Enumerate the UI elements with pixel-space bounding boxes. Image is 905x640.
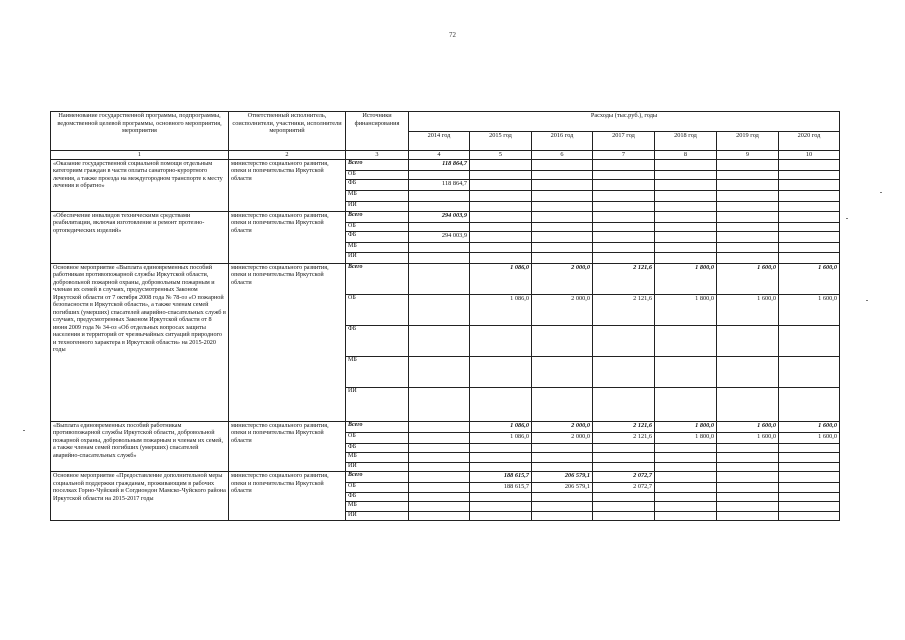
expense-value [470, 453, 532, 463]
expense-value [717, 492, 779, 502]
expense-value [470, 232, 532, 243]
expense-value [779, 243, 840, 253]
expense-value [470, 511, 532, 521]
funding-source: ИИ [346, 511, 409, 521]
expense-value [655, 191, 717, 202]
expense-value [593, 222, 655, 232]
expense-value [470, 191, 532, 202]
expense-value [409, 252, 470, 263]
measure-executor: министерство социального развития, опеки и попечительства Иркутской области [229, 263, 346, 421]
expense-value: 1 600,0 [717, 421, 779, 432]
expense-value [779, 462, 840, 472]
expense-value: 2 121,6 [593, 421, 655, 432]
expense-value [409, 263, 470, 294]
table-row [51, 211, 840, 222]
expense-value: 1 086,0 [470, 294, 532, 325]
expense-value: 1 086,0 [470, 421, 532, 432]
expense-value [593, 511, 655, 521]
expense-value [779, 492, 840, 502]
expense-value [470, 492, 532, 502]
header-year: 2018 год [655, 131, 717, 151]
header-year: 2015 год [470, 131, 532, 151]
expense-value [593, 252, 655, 263]
expense-value: 2 000,0 [532, 421, 593, 432]
header-year: 2016 год [532, 131, 593, 151]
expense-value: 1 800,0 [655, 421, 717, 432]
scan-speck [846, 218, 848, 219]
expense-value [532, 387, 593, 421]
expense-value [593, 356, 655, 387]
measure-executor: министерство социального развития, опеки и попечительства Иркутской области [229, 211, 346, 263]
table-row [51, 472, 840, 483]
expense-value: 1 086,0 [470, 263, 532, 294]
expense-value [779, 202, 840, 212]
expense-value [655, 232, 717, 243]
expense-value: 1 600,0 [779, 432, 840, 443]
expense-value [655, 387, 717, 421]
expense-value [532, 325, 593, 356]
expense-value [532, 180, 593, 191]
expense-value: 2 072,7 [593, 472, 655, 483]
header-name: Наименование государственной программы, подпрограммы, ведомственной целевой программы, основного мероприятия, мероприятия [51, 112, 229, 151]
expense-value: 1 600,0 [717, 294, 779, 325]
expense-value [470, 325, 532, 356]
expense-value: 2 000,0 [532, 263, 593, 294]
expense-value [779, 170, 840, 180]
expense-value: 2 000,0 [532, 432, 593, 443]
funding-source: Всего [346, 421, 409, 432]
column-number: 8 [655, 151, 717, 160]
header-source: Источники финансирования [346, 112, 409, 151]
expense-value: 1 600,0 [779, 294, 840, 325]
expense-value [593, 180, 655, 191]
expense-value [655, 211, 717, 222]
column-number: 7 [593, 151, 655, 160]
expense-value [532, 453, 593, 463]
expense-value [593, 159, 655, 170]
table-row [51, 263, 840, 294]
expense-value: 2 072,7 [593, 483, 655, 493]
expense-value [532, 356, 593, 387]
expense-value [470, 252, 532, 263]
expense-value [409, 202, 470, 212]
expense-value [655, 243, 717, 253]
expense-value [779, 472, 840, 483]
expense-value [593, 492, 655, 502]
expense-value [779, 232, 840, 243]
expense-value [593, 387, 655, 421]
expense-value [655, 325, 717, 356]
expense-value [717, 483, 779, 493]
funding-source: Всего [346, 263, 409, 294]
expense-value [532, 492, 593, 502]
funding-source: Всего [346, 159, 409, 170]
expense-value [593, 243, 655, 253]
expense-value: 2 121,6 [593, 263, 655, 294]
expense-value [593, 462, 655, 472]
funding-source: МБ [346, 191, 409, 202]
expense-value [409, 356, 470, 387]
expense-value [779, 191, 840, 202]
expense-value [655, 170, 717, 180]
expense-value [779, 159, 840, 170]
expense-value [717, 252, 779, 263]
expense-value [717, 443, 779, 453]
expense-value [532, 202, 593, 212]
funding-source: ОБ [346, 170, 409, 180]
funding-source: ИИ [346, 387, 409, 421]
expense-value [409, 511, 470, 521]
expense-value [409, 483, 470, 493]
measure-name: «Выплата единовременных пособий работникам противопожарной службы Иркутской области, добровольной пожарной охраны, добровольным пожарным и членам их семей, а также членам семей погибших (умерших) спасателей аварийно-спасательных служб» [51, 421, 229, 472]
expense-value [409, 432, 470, 443]
expense-value: 1 800,0 [655, 263, 717, 294]
expense-value [717, 159, 779, 170]
expense-value [532, 159, 593, 170]
funding-source: ФБ [346, 232, 409, 243]
header-executor: Ответственный исполнитель, соисполнители, участники, исполнители мероприятий [229, 112, 346, 151]
funding-source: ИИ [346, 252, 409, 263]
expense-value: 118 864,7 [409, 159, 470, 170]
expense-value [779, 356, 840, 387]
expense-value [779, 443, 840, 453]
expense-value [409, 421, 470, 432]
expense-value [655, 453, 717, 463]
expense-value [532, 511, 593, 521]
expense-value [655, 180, 717, 191]
expense-value [409, 222, 470, 232]
expense-value [779, 252, 840, 263]
column-number: 2 [229, 151, 346, 160]
expense-value [470, 159, 532, 170]
expense-value [470, 387, 532, 421]
expense-value [779, 511, 840, 521]
expense-value [655, 502, 717, 512]
expense-value [717, 202, 779, 212]
table-row [51, 421, 840, 432]
funding-source: МБ [346, 356, 409, 387]
scan-speck [880, 192, 882, 193]
expense-value [532, 462, 593, 472]
funding-source: ОБ [346, 483, 409, 493]
expense-value [655, 472, 717, 483]
funding-source: ФБ [346, 492, 409, 502]
expense-value [779, 502, 840, 512]
expense-value [779, 222, 840, 232]
expense-value [470, 443, 532, 453]
column-number: 6 [532, 151, 593, 160]
column-number: 9 [717, 151, 779, 160]
expense-value [593, 202, 655, 212]
expense-value [593, 325, 655, 356]
expense-value: 2 121,6 [593, 294, 655, 325]
expense-value [593, 232, 655, 243]
expense-value [532, 222, 593, 232]
expense-value [409, 325, 470, 356]
expense-value [593, 170, 655, 180]
expense-value [532, 443, 593, 453]
expense-value: 206 579,1 [532, 472, 593, 483]
header-year: 2017 год [593, 131, 655, 151]
expense-value [593, 211, 655, 222]
expense-value [717, 502, 779, 512]
expense-value [532, 170, 593, 180]
expense-value [532, 211, 593, 222]
funding-source: ОБ [346, 432, 409, 443]
expense-value [717, 387, 779, 421]
expense-value [779, 453, 840, 463]
expense-value [593, 443, 655, 453]
expense-value [717, 325, 779, 356]
expense-value [717, 472, 779, 483]
funding-source: ИИ [346, 462, 409, 472]
expense-value [593, 502, 655, 512]
expense-value: 1 600,0 [717, 263, 779, 294]
expense-value [470, 202, 532, 212]
expense-value [409, 294, 470, 325]
scan-speck [866, 300, 868, 301]
funding-source: ОБ [346, 222, 409, 232]
expense-value [470, 502, 532, 512]
page-number: 72 [449, 31, 456, 39]
expense-value [717, 211, 779, 222]
table-row [51, 159, 840, 170]
expense-value [655, 356, 717, 387]
column-number: 10 [779, 151, 840, 160]
expense-value [717, 170, 779, 180]
expense-value [717, 356, 779, 387]
expense-value [655, 492, 717, 502]
header-year: 2019 год [717, 131, 779, 151]
expenses-table [50, 111, 840, 521]
expense-value: 294 003,9 [409, 211, 470, 222]
measure-executor: министерство социального развития, опеки и попечительства Иркутской области [229, 159, 346, 211]
expense-value [655, 202, 717, 212]
expense-value: 294 003,9 [409, 232, 470, 243]
expense-value [717, 243, 779, 253]
header-year: 2014 год [409, 131, 470, 151]
expense-value [409, 243, 470, 253]
expense-value [779, 325, 840, 356]
expense-value: 1 600,0 [779, 421, 840, 432]
expense-value [409, 387, 470, 421]
measure-executor: министерство социального развития, опеки и попечительства Иркутской области [229, 421, 346, 472]
expense-value: 188 615,7 [470, 472, 532, 483]
expense-value [655, 462, 717, 472]
expense-value [593, 453, 655, 463]
expense-value [409, 191, 470, 202]
expense-value [655, 159, 717, 170]
funding-source: МБ [346, 502, 409, 512]
expense-value [409, 472, 470, 483]
expense-value [470, 170, 532, 180]
expense-value [409, 443, 470, 453]
column-number: 5 [470, 151, 532, 160]
expense-value [717, 232, 779, 243]
expense-value: 2 121,6 [593, 432, 655, 443]
expense-value [779, 483, 840, 493]
expense-value [470, 211, 532, 222]
expense-value [717, 453, 779, 463]
expense-value [717, 180, 779, 191]
expense-value [409, 462, 470, 472]
column-number: 3 [346, 151, 409, 160]
expense-value: 2 000,0 [532, 294, 593, 325]
header-year: 2020 год [779, 131, 840, 151]
expense-value [470, 356, 532, 387]
funding-source: МБ [346, 453, 409, 463]
funding-source: Всего [346, 211, 409, 222]
expense-value: 206 579,1 [532, 483, 593, 493]
funding-source: ФБ [346, 180, 409, 191]
expense-value [532, 232, 593, 243]
expense-value [593, 191, 655, 202]
expense-value [655, 443, 717, 453]
expense-value [409, 502, 470, 512]
funding-source: Всего [346, 472, 409, 483]
funding-source: ОБ [346, 294, 409, 325]
expense-value [532, 191, 593, 202]
funding-source: ФБ [346, 325, 409, 356]
expense-value [409, 170, 470, 180]
measure-executor: министерство социального развития, опеки и попечительства Иркутской области [229, 472, 346, 521]
expense-value [532, 252, 593, 263]
expense-value [779, 387, 840, 421]
column-number: 1 [51, 151, 229, 160]
expense-value: 118 864,7 [409, 180, 470, 191]
funding-source: ФБ [346, 443, 409, 453]
expense-value [655, 483, 717, 493]
expense-value: 1 800,0 [655, 432, 717, 443]
expense-value [717, 511, 779, 521]
measure-name: Основное мероприятие «Предоставление дополнительной меры социальной поддержки гражданам, проживающим в рабочих поселках Горно-Чуйский и Согдиондон Мамско-Чуйского района Иркутской области на 2015-2017 годы [51, 472, 229, 521]
expense-value [655, 222, 717, 232]
expense-value: 1 600,0 [779, 263, 840, 294]
funding-source: МБ [346, 243, 409, 253]
measure-name: «Обеспечение инвалидов техническими средствами реабилитации, включая изготовление и ремонт протезно-ортопедических изделий» [51, 211, 229, 263]
measure-name: Основное мероприятие «Выплата единовременных пособий работникам противопожарной службы Иркутской области, добровольной пожарной охраны, добровольным пожарным и членам их семей в случаях, предусмотренных Законом Иркутской области от 7 октября 2008 года № 78-оз «О пожарной безопасности в Иркутской области», а также членам семей погибших (умерших) спасателей аварийно-спасательных служб в случаях, предусмотренных Законом Иркутской области от 8 июня 2009 года № 34-оз «Об отдельных вопросах защиты населения и территорий от чрезвычайных ситуаций природного и техногенного характера в Иркутской области» на 2015-2020 годы [51, 263, 229, 421]
expense-value [779, 180, 840, 191]
scan-speck [23, 430, 25, 431]
expense-value [409, 453, 470, 463]
expense-value [470, 462, 532, 472]
expense-value: 1 600,0 [717, 432, 779, 443]
expense-value [470, 222, 532, 232]
expense-value: 1 800,0 [655, 294, 717, 325]
expense-value [409, 492, 470, 502]
expense-value [532, 243, 593, 253]
expense-value [655, 252, 717, 263]
expense-value [717, 191, 779, 202]
expense-value [779, 211, 840, 222]
expense-value: 188 615,7 [470, 483, 532, 493]
expense-value [532, 502, 593, 512]
expense-value [717, 222, 779, 232]
funding-source: ИИ [346, 202, 409, 212]
column-number: 4 [409, 151, 470, 160]
expense-value [717, 462, 779, 472]
measure-name: «Оказание государственной социальной помощи отдельным категориям граждан в части оплаты санаторно-курортного лечения, а также проезда на междугородном транспорте к месту лечения и обратно» [51, 159, 229, 211]
header-expenses: Расходы (тыс.руб.), годы [409, 112, 840, 132]
expense-value [470, 243, 532, 253]
expense-value [470, 180, 532, 191]
expense-value: 1 086,0 [470, 432, 532, 443]
expense-value [655, 511, 717, 521]
